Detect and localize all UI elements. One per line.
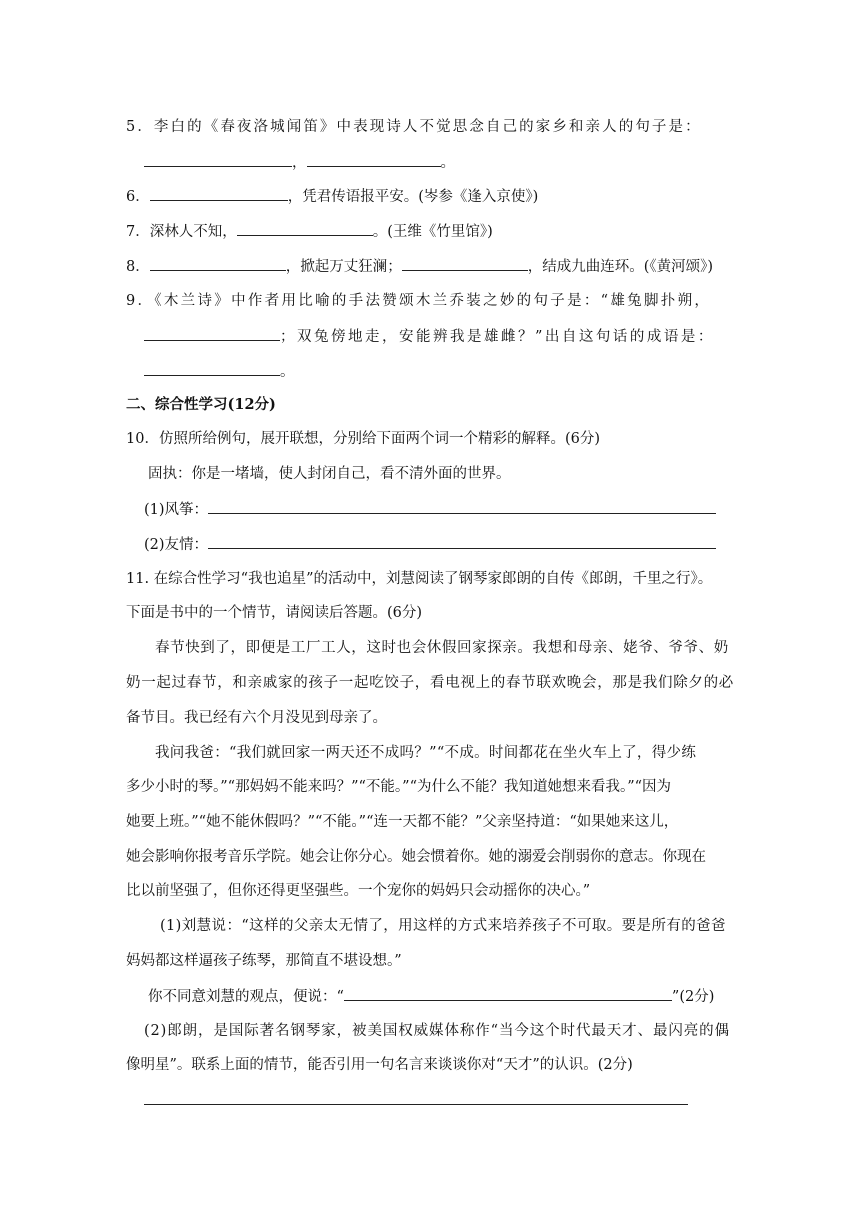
- passage-line: 我问我爸：“我们就回家一两天还不成吗？”“不成。时间都花在坐火车上了，得少练: [155, 745, 697, 761]
- answer-pre: 你不同意刘慧的观点，便说：“: [148, 989, 344, 1005]
- answer-blank[interactable]: [144, 1090, 688, 1105]
- section-title: 二、综合性学习(12分): [126, 396, 276, 413]
- answer-blank[interactable]: [307, 152, 441, 167]
- answer-blank[interactable]: [344, 986, 672, 1001]
- question-9-line-1: 9．《木兰诗》中作者用比喻的手法赞颂木兰乔装之妙的句子是：“雄兔脚扑朔，: [126, 293, 712, 309]
- question-11-prompt-line-2: 下面是书中的一个情节，请阅读后答题。(6分): [126, 605, 423, 621]
- question-10-item-2: [144, 534, 716, 555]
- sub-question-1-line-1: (1)刘慧说：“这样的父亲太无情了，用这样的方式来培养孩子不可取。要是所有的爸爸: [160, 918, 726, 934]
- period: 。: [280, 364, 295, 380]
- item-label: (2)友情：: [144, 537, 209, 553]
- answer-blank[interactable]: [208, 499, 716, 514]
- question-7: [126, 221, 493, 242]
- passage-line: 奶一起过春节，和亲戚家的孩子一起吃饺子，看电视上的春节联欢晚会，那是我们除夕的必: [126, 675, 734, 691]
- sub-question-1-line-2: 妈妈都这样逼孩子练琴，那简直不堪设想。”: [126, 953, 402, 969]
- question-6: [126, 186, 538, 207]
- question-10-example: 固执：你是一堵墙，使人封闭自己，看不清外面的世界。: [148, 466, 511, 482]
- period: 。: [440, 155, 455, 171]
- question-7-pre: 7．深林人不知，: [126, 224, 237, 240]
- answer-blank[interactable]: [144, 326, 280, 341]
- passage-line: 春节快到了，即便是工厂工人，这时也会休假回家探亲。我想和母亲、姥爷、爷爷、奶: [155, 640, 729, 656]
- answer-blank[interactable]: [150, 256, 286, 271]
- question-number: 6．: [126, 189, 150, 205]
- passage-line: 比以前坚强了，但你还得更坚强些。一个宠你的妈妈只会动摇你的决心。”: [126, 883, 591, 899]
- passage-line: 备节目。我已经有六个月没见到母亲了。: [126, 710, 387, 726]
- answer-blank[interactable]: [144, 361, 280, 376]
- sub-question-2-line-1: (2)郎朗，是国际著名钢琴家，被美国权威媒体称作“当今这个时代最天才、最闪亮的偶: [144, 1023, 730, 1039]
- question-10-item-1: [144, 499, 716, 520]
- question-5-answer-line: [144, 152, 455, 173]
- question-9-line-2: [144, 326, 715, 347]
- item-label: (1)风筝：: [144, 502, 209, 518]
- sub-question-2-line-2: 像明星”。联系上面的情节，能否引用一句名言来谈谈你对“天才”的认识。(2分): [126, 1057, 633, 1073]
- question-10-prompt: 10．仿照所给例句，展开联想，分别给下面两个词一个精彩的解释。(6分): [126, 431, 600, 447]
- passage-line: 她要上班。”“她不能休假吗？”“不能。”“连一天都不能？”父亲坚持道：“如果她来这儿，: [126, 814, 679, 830]
- question-9-text: ；双兔傍地走，安能辨我是雄雌？”出自这句话的成语是：: [280, 329, 715, 345]
- question-8-post: ，结成九曲连环。(《黄河颂》): [527, 259, 714, 275]
- answer-blank[interactable]: [237, 221, 373, 236]
- question-6-text: ，凭君传语报平安。(岑参《逢入京使》): [287, 189, 539, 205]
- question-8: [126, 256, 713, 277]
- answer-blank[interactable]: [208, 534, 716, 549]
- question-11-prompt-line-1: 11. 在综合性学习“我也追星”的活动中，刘慧阅读了钢琴家郎朗的自传《郎朗，千里之行》。: [126, 571, 713, 587]
- sub-question-2-answer: [144, 1090, 688, 1111]
- passage-line: 多少小时的琴。”“那妈妈不能来吗？”“不能。”“为什么不能？我知道她想来看我。”“因为: [126, 779, 672, 795]
- passage-line: 她会影响你报考音乐学院。她会让你分心。她会惯着你。她的溺爱会削弱你的意志。你现在: [126, 849, 706, 865]
- question-8-mid: ，掀起万丈狂澜；: [285, 259, 402, 275]
- sub-question-1-answer: [148, 986, 714, 1007]
- answer-blank[interactable]: [150, 186, 288, 201]
- question-9-line-3: [144, 361, 295, 382]
- question-7-post: 。(王维《竹里馆》): [372, 224, 493, 240]
- separator: ，: [292, 155, 307, 171]
- answer-post: ”(2分): [671, 989, 715, 1005]
- answer-blank[interactable]: [402, 256, 528, 271]
- question-5-prompt: 5．李白的《春夜洛城闻笛》中表现诗人不觉思念自己的家乡和亲人的句子是：: [126, 119, 702, 135]
- answer-blank[interactable]: [144, 152, 292, 167]
- question-8-pre: 8．: [126, 259, 150, 275]
